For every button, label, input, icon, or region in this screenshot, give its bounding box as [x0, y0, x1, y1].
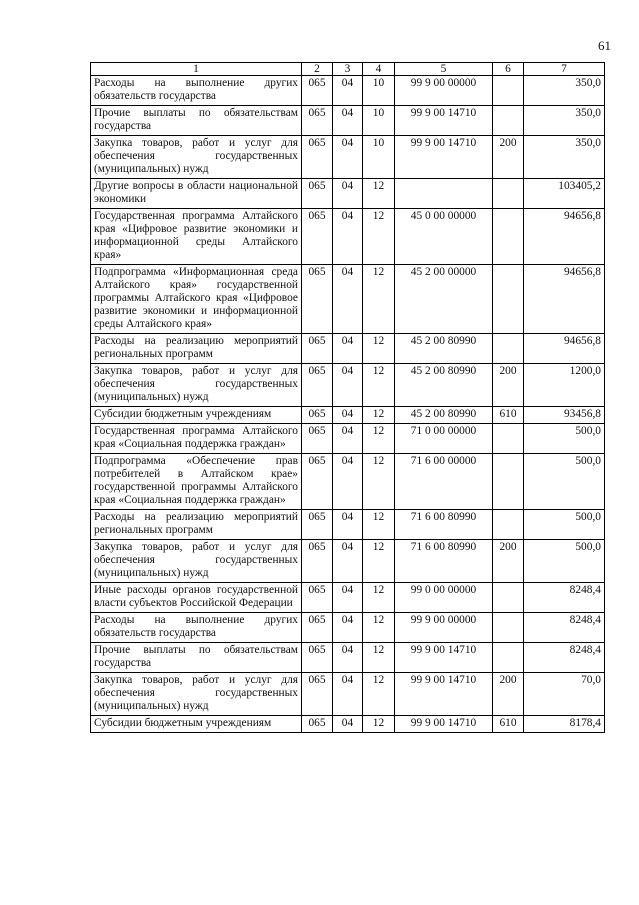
row-admin-code-cell: 065 [302, 643, 333, 673]
budget-table [90, 62, 605, 733]
row-amount-cell: 8178,4 [524, 716, 605, 733]
row-target-code-cell: 99 9 00 14710 [395, 106, 493, 136]
row-subsection-cell: 12 [363, 613, 395, 643]
row-admin-code-cell: 065 [302, 106, 333, 136]
row-section-cell: 04 [333, 407, 363, 424]
table-row [91, 209, 605, 265]
row-expense-type-cell [493, 106, 524, 136]
row-amount-cell: 94656,8 [524, 265, 605, 334]
row-name-cell: Субсидии бюджетным учреждениям [91, 716, 302, 733]
row-section-cell: 04 [333, 209, 363, 265]
row-section-cell: 04 [333, 136, 363, 179]
row-section-cell: 04 [333, 265, 363, 334]
row-target-code-cell: 99 9 00 14710 [395, 716, 493, 733]
row-name-cell: Расходы на выполнение других обязательств государства [91, 613, 302, 643]
row-expense-type-cell [493, 613, 524, 643]
row-name-cell: Закупка товаров, работ и услуг для обеспечения государственных (муниципальных) нужд [91, 540, 302, 583]
row-amount-cell: 1200,0 [524, 364, 605, 407]
row-subsection-cell: 12 [363, 643, 395, 673]
row-target-code-cell: 99 9 00 14710 [395, 673, 493, 716]
row-section-cell: 04 [333, 510, 363, 540]
table-row [91, 106, 605, 136]
header-cell-1: 1 [91, 63, 302, 76]
row-admin-code-cell: 065 [302, 540, 333, 583]
row-subsection-cell: 12 [363, 407, 395, 424]
row-name-cell: Закупка товаров, работ и услуг для обеспечения государственных (муниципальных) нужд [91, 136, 302, 179]
row-target-code-cell [395, 179, 493, 209]
table-body [91, 76, 605, 733]
row-subsection-cell: 12 [363, 364, 395, 407]
row-section-cell: 04 [333, 643, 363, 673]
row-expense-type-cell: 200 [493, 540, 524, 583]
row-target-code-cell: 45 2 00 80990 [395, 334, 493, 364]
row-name-cell: Подпрограмма «Информационная среда Алтайского края» государственной программы Алтайского края «Цифровое развитие экономики и информационной среды Алтайского края» [91, 265, 302, 334]
row-expense-type-cell [493, 454, 524, 510]
row-target-code-cell: 71 0 00 00000 [395, 424, 493, 454]
row-name-cell: Расходы на выполнение других обязательств государства [91, 76, 302, 106]
row-amount-cell: 500,0 [524, 454, 605, 510]
row-amount-cell: 500,0 [524, 540, 605, 583]
row-section-cell: 04 [333, 364, 363, 407]
row-name-cell: Прочие выплаты по обязательствам государства [91, 643, 302, 673]
row-amount-cell: 8248,4 [524, 643, 605, 673]
header-cell-3: 3 [333, 63, 363, 76]
row-admin-code-cell: 065 [302, 510, 333, 540]
row-admin-code-cell: 065 [302, 716, 333, 733]
row-name-cell: Государственная программа Алтайского края «Социальная поддержка граждан» [91, 424, 302, 454]
table-row [91, 334, 605, 364]
row-subsection-cell: 10 [363, 76, 395, 106]
row-admin-code-cell: 065 [302, 673, 333, 716]
row-expense-type-cell [493, 265, 524, 334]
row-admin-code-cell: 065 [302, 583, 333, 613]
table-row [91, 136, 605, 179]
row-target-code-cell: 71 6 00 80990 [395, 540, 493, 583]
row-target-code-cell: 45 2 00 80990 [395, 407, 493, 424]
row-name-cell: Иные расходы органов государственной власти субъектов Российской Федерации [91, 583, 302, 613]
row-admin-code-cell: 065 [302, 76, 333, 106]
row-admin-code-cell: 065 [302, 407, 333, 424]
row-name-cell: Государственная программа Алтайского края «Цифровое развитие экономики и информационной среды Алтайского края» [91, 209, 302, 265]
row-section-cell: 04 [333, 179, 363, 209]
row-subsection-cell: 12 [363, 454, 395, 510]
table-row [91, 407, 605, 424]
row-name-cell: Субсидии бюджетным учреждениям [91, 407, 302, 424]
table-row [91, 510, 605, 540]
header-cell-2: 2 [302, 63, 333, 76]
row-amount-cell: 103405,2 [524, 179, 605, 209]
row-section-cell: 04 [333, 76, 363, 106]
row-name-cell: Расходы на реализацию мероприятий региональных программ [91, 510, 302, 540]
row-target-code-cell: 99 9 00 00000 [395, 76, 493, 106]
row-admin-code-cell: 065 [302, 209, 333, 265]
row-name-cell: Прочие выплаты по обязательствам государства [91, 106, 302, 136]
row-subsection-cell: 12 [363, 209, 395, 265]
row-subsection-cell: 12 [363, 265, 395, 334]
row-section-cell: 04 [333, 583, 363, 613]
row-section-cell: 04 [333, 673, 363, 716]
row-target-code-cell: 71 6 00 80990 [395, 510, 493, 540]
row-expense-type-cell [493, 424, 524, 454]
row-expense-type-cell [493, 334, 524, 364]
row-expense-type-cell [493, 179, 524, 209]
row-expense-type-cell [493, 76, 524, 106]
row-expense-type-cell [493, 209, 524, 265]
header-cell-7: 7 [524, 63, 605, 76]
row-name-cell: Расходы на реализацию мероприятий региональных программ [91, 334, 302, 364]
row-amount-cell: 8248,4 [524, 583, 605, 613]
row-admin-code-cell: 065 [302, 179, 333, 209]
row-target-code-cell: 99 0 00 00000 [395, 583, 493, 613]
table-row [91, 424, 605, 454]
header-row [91, 63, 605, 76]
row-target-code-cell: 99 9 00 14710 [395, 136, 493, 179]
row-amount-cell: 500,0 [524, 510, 605, 540]
row-subsection-cell: 12 [363, 583, 395, 613]
row-subsection-cell: 12 [363, 716, 395, 733]
row-name-cell: Закупка товаров, работ и услуг для обеспечения государственных (муниципальных) нужд [91, 364, 302, 407]
table-row [91, 179, 605, 209]
row-subsection-cell: 10 [363, 136, 395, 179]
header-cell-5: 5 [395, 63, 493, 76]
row-subsection-cell: 12 [363, 179, 395, 209]
header-cell-6: 6 [493, 63, 524, 76]
row-target-code-cell: 45 2 00 00000 [395, 265, 493, 334]
row-subsection-cell: 10 [363, 106, 395, 136]
row-name-cell: Другие вопросы в области национальной экономики [91, 179, 302, 209]
row-expense-type-cell [493, 643, 524, 673]
row-admin-code-cell: 065 [302, 364, 333, 407]
row-name-cell: Закупка товаров, работ и услуг для обеспечения государственных (муниципальных) нужд [91, 673, 302, 716]
row-admin-code-cell: 065 [302, 136, 333, 179]
row-expense-type-cell: 200 [493, 364, 524, 407]
row-amount-cell: 350,0 [524, 76, 605, 106]
table-row [91, 673, 605, 716]
row-admin-code-cell: 065 [302, 424, 333, 454]
row-name-cell: Подпрограмма «Обеспечение прав потребителей в Алтайском крае» государственной программы Алтайского края «Социальная поддержка граждан» [91, 454, 302, 510]
row-amount-cell: 500,0 [524, 424, 605, 454]
row-target-code-cell: 45 0 00 00000 [395, 209, 493, 265]
row-amount-cell: 70,0 [524, 673, 605, 716]
row-expense-type-cell [493, 583, 524, 613]
row-section-cell: 04 [333, 613, 363, 643]
row-section-cell: 04 [333, 424, 363, 454]
table-row [91, 76, 605, 106]
table-row [91, 540, 605, 583]
row-amount-cell: 8248,4 [524, 613, 605, 643]
row-section-cell: 04 [333, 334, 363, 364]
row-subsection-cell: 12 [363, 673, 395, 716]
row-amount-cell: 93456,8 [524, 407, 605, 424]
row-expense-type-cell [493, 510, 524, 540]
page-number: 61 [598, 38, 611, 53]
table-row [91, 364, 605, 407]
row-target-code-cell: 71 6 00 00000 [395, 454, 493, 510]
table-row [91, 583, 605, 613]
table-row [91, 265, 605, 334]
row-admin-code-cell: 065 [302, 265, 333, 334]
row-admin-code-cell: 065 [302, 613, 333, 643]
row-expense-type-cell: 200 [493, 136, 524, 179]
row-subsection-cell: 12 [363, 510, 395, 540]
row-amount-cell: 94656,8 [524, 334, 605, 364]
row-subsection-cell: 12 [363, 540, 395, 583]
row-section-cell: 04 [333, 454, 363, 510]
table-row [91, 716, 605, 733]
row-amount-cell: 350,0 [524, 136, 605, 179]
row-admin-code-cell: 065 [302, 454, 333, 510]
row-amount-cell: 94656,8 [524, 209, 605, 265]
table-row [91, 454, 605, 510]
row-section-cell: 04 [333, 540, 363, 583]
row-admin-code-cell: 065 [302, 334, 333, 364]
row-expense-type-cell: 610 [493, 407, 524, 424]
row-section-cell: 04 [333, 716, 363, 733]
row-subsection-cell: 12 [363, 424, 395, 454]
row-target-code-cell: 45 2 00 80990 [395, 364, 493, 407]
table-row [91, 613, 605, 643]
row-expense-type-cell: 200 [493, 673, 524, 716]
header-cell-4: 4 [363, 63, 395, 76]
row-section-cell: 04 [333, 106, 363, 136]
row-target-code-cell: 99 9 00 00000 [395, 613, 493, 643]
row-amount-cell: 350,0 [524, 106, 605, 136]
table-row [91, 643, 605, 673]
row-subsection-cell: 12 [363, 334, 395, 364]
row-expense-type-cell: 610 [493, 716, 524, 733]
row-target-code-cell: 99 9 00 14710 [395, 643, 493, 673]
